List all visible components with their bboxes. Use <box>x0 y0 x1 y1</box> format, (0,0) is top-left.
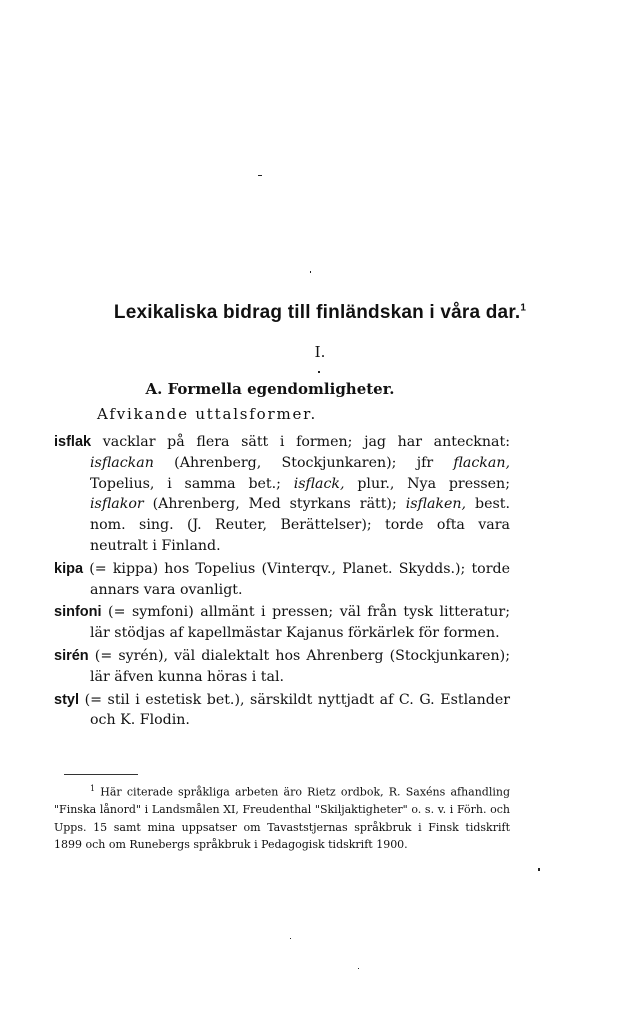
entry-cited-form: flackan, <box>453 454 510 471</box>
lexicon-entry <box>54 690 510 732</box>
footnote-number: 1 <box>90 784 96 793</box>
entry-headword: sirén <box>54 647 89 664</box>
lexicon-entry <box>54 646 510 688</box>
entry-cited-form: isflaken, <box>405 496 467 513</box>
entry-text: (= syrén), väl dialektalt hos Ahrenberg (Stockjunkaren); lär äfven kunna höras i tal. <box>88 647 510 685</box>
entry-headword: kipa <box>54 560 84 577</box>
entry-headword: styl <box>54 691 79 708</box>
entry-text: vacklar på flera sätt i formen; jag har antecknat: <box>91 434 510 450</box>
scan-speck <box>258 175 262 176</box>
scan-speck <box>358 968 359 969</box>
scan-speck <box>318 371 320 373</box>
lexicon-entries <box>54 432 510 733</box>
entry-text: best. nom. sing. (J. Reuter, Berättelser); torde ofta vara neutralt i Finland. <box>90 496 510 554</box>
sub-heading: Afvikande uttalsformer. <box>97 405 318 423</box>
entry-text: plur., Nya pressen; <box>344 475 510 492</box>
entry-headword: isflak <box>54 434 92 450</box>
scan-speck <box>290 938 291 939</box>
footnote <box>54 780 510 854</box>
footnote-rule <box>64 774 138 775</box>
entry-cited-form: isflackan <box>90 454 154 471</box>
entry-text: Topelius, i samma bet.; <box>90 475 294 492</box>
section-heading: A. Formella egendomligheter. <box>145 380 395 398</box>
page-title <box>0 302 640 324</box>
part-number: I. <box>314 343 326 361</box>
lexicon-entry <box>54 602 510 644</box>
entry-headword: sinfoni <box>54 604 102 621</box>
page-title-text: Lexikaliska bidrag till finländskan i våra dar. <box>113 302 521 323</box>
footnote-marker: 1 <box>520 302 527 314</box>
lexicon-entry <box>54 559 510 601</box>
lexicon-entry <box>54 432 510 557</box>
entry-text: (= kippa) hos Topelius (Vinterqv., Planet. Skydds.); torde annars vara ovanligt. <box>83 560 510 598</box>
entry-text: (Ahrenberg, Stockjunkaren); jfr <box>153 454 454 471</box>
footnote-text: Här citerade språkliga arbeten äro Rietz ordbok, R. Saxéns afhandling "Finska lånord" i Landsmålen XI, Freudenthal "Skiljaktigheter" o. s. v. i Förh. och Upps. 15 samt mina uppsatser om Tavaststjernas språkbruk i Finsk tidskrift 1899 och om Runebergs språkbruk i Pedagogisk tidskrift 1900. <box>54 785 511 852</box>
entry-text: (= symfoni) allmänt i pressen; väl från tysk litteratur; lär stödjas af kapellmästar Kajanus förkärlek för formen. <box>90 604 510 642</box>
entry-cited-form: isflakor <box>90 496 144 513</box>
scan-speck <box>538 868 540 871</box>
entry-cited-form: isflack, <box>293 475 345 492</box>
scan-speck <box>310 271 311 273</box>
entry-text: (= stil i estetisk bet.), särskildt nyttjadt af C. G. Estlander och K. Flodin. <box>79 691 510 729</box>
entry-text: (Ahrenberg, Med styrkans rätt); <box>143 496 406 513</box>
